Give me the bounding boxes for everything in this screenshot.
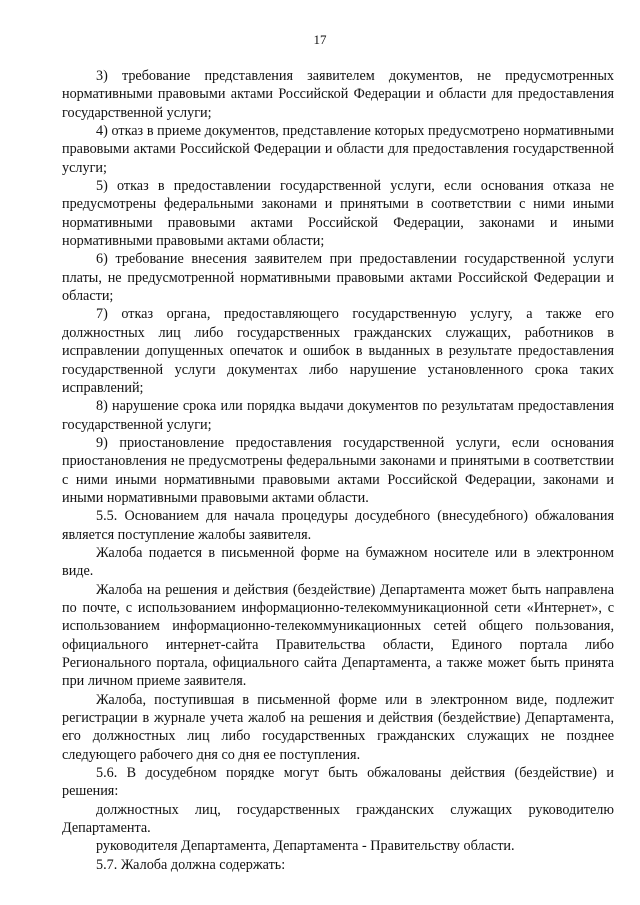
paragraph-complaint-registration: Жалоба, поступившая в письменной форме или в электронном виде, подлежит регистрации в журнале учета жалоб на решения и действия (бездействие) Департамента, его должностных лиц либо государственных гражданских служащих не позднее следующего рабочего дня со дня ее поступления.: [62, 691, 614, 763]
paragraph-item-7: 7) отказ органа, предоставляющего государственную услугу, а также его должностных лиц либо государственных гражданских служащих, работников в исправлении допущенных опечаток и ошибок в выданных в результате предоставления государственной услуги документах либо нарушение установленного срока таких исправлений;: [62, 306, 614, 396]
paragraph-section-5-6: 5.6. В досудебном порядке могут быть обжалованы действия (бездействие) и решения:: [62, 765, 614, 800]
paragraph-item-6: 6) требование внесения заявителем при предоставлении государственной услуги платы, не предусмотренной нормативными правовыми актами Российской Федерации и области;: [62, 251, 614, 305]
paragraph-item-5: 5) отказ в предоставлении государственной услуги, если основания отказа не предусмотрены федеральными законами и принятыми в соответствии с ними иными нормативными правовыми актами Российской Федерации, законами и иными нормативными правовыми актами области;: [62, 178, 614, 250]
paragraph-complaint-form: Жалоба подается в письменной форме на бумажном носителе или в электронном виде.: [62, 544, 614, 580]
document-body: [62, 67, 614, 874]
paragraph-complaint-channels: Жалоба на решения и действия (бездействие) Департамента может быть направлена по почте, с использованием информационно-телекоммуникационной сети «Интернет», с использованием информационно-телекоммуникационных сетей общего пользования, официального интернет-сайта Правительства области, Единого портала либо Регионального портала, официального сайта Департамента, а также может быть принята при личном приеме заявителя.: [62, 581, 614, 690]
paragraph-item-9: 9) приостановление предоставления государственной услуги, если основания приостановления не предусмотрены федеральными законами и принятыми в соответствии с ними иными нормативными правовыми актами Российской Федерации, законами и иными нормативными правовыми актами области.: [62, 434, 614, 506]
paragraph-item-4: 4) отказ в приеме документов, представление которых предусмотрено нормативными правовыми актами Российской Федерации и области для предоставления государственной услуги;: [62, 123, 614, 176]
paragraph-section-5-5: 5.5. Основанием для начала процедуры досудебного (внесудебного) обжалования является поступление жалобы заявителя.: [62, 508, 614, 543]
paragraph-section-5-7: 5.7. Жалоба должна содержать:: [96, 856, 286, 873]
paragraph-item-8: 8) нарушение срока или порядка выдачи документов по результатам предоставления государственной услуги;: [62, 398, 614, 433]
paragraph-appeal-head: руководителя Департамента, Департамента - Правительству области.: [96, 838, 515, 855]
paragraph-item-3: 3) требование представления заявителем документов, не предусмотренных нормативными правовыми актами Российской Федерации и области для предоставления государственной услуги;: [62, 68, 614, 121]
paragraph-appeal-officials: должностных лиц, государственных гражданских служащих руководителю Департамента.: [62, 801, 614, 837]
page-number: 17: [313, 32, 327, 47]
